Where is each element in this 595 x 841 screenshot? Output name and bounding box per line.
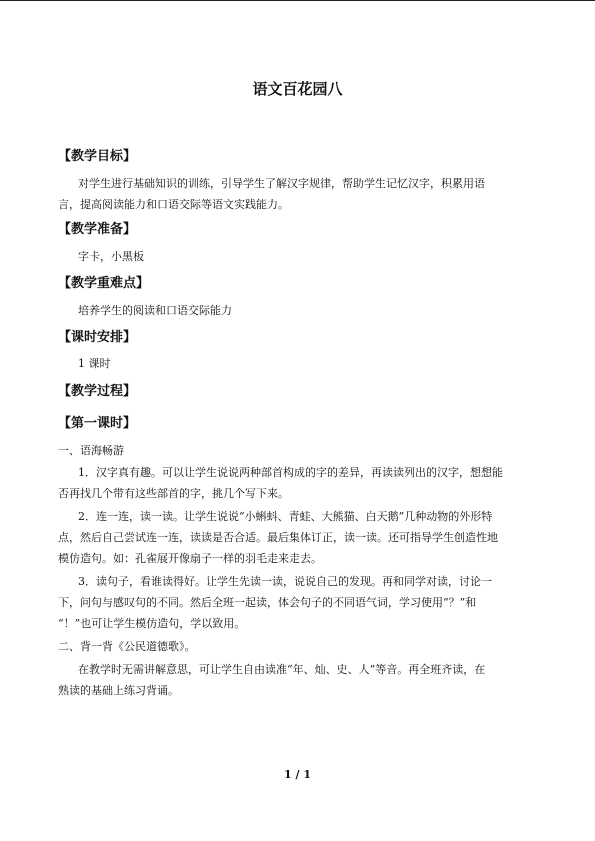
- item2-line-2: 点，然后自己尝试连一连，读读是否合适。最后集体订正，读一读。还可指导学生创造性地: [58, 531, 498, 544]
- item3-line-1: 3．读句子，看谁读得好。让学生先读一读，说说自己的发现。再和同学对读，讨论一: [78, 575, 492, 588]
- item1-line-2: 否再找几个带有这些部首的字，挑几个写下来。: [58, 487, 289, 500]
- heading-teaching-process: 【教学过程】: [58, 384, 137, 399]
- heading-key-points: 【教学重难点】: [58, 276, 150, 291]
- item2-line-3: 模仿造句。如：孔雀展开像扇子一样的羽毛走来走去。: [58, 552, 322, 565]
- item3-line-3: “！”也可让学生模仿造句，学以致用。: [58, 617, 246, 630]
- part1-title: 一、语海畅游: [58, 444, 124, 457]
- key-text: 培养学生的阅读和口语交际能力: [78, 304, 232, 317]
- part2-line-1: 在教学时无需讲解意思，可让学生自由读准“年、灿、史、人”等音。再全班齐读，在: [78, 663, 486, 676]
- goal-line-2: 言，提高阅读能力和口语交际等语文实践能力。: [58, 198, 289, 211]
- part2-line-2: 熟读的基础上练习背诵。: [58, 684, 179, 697]
- heading-schedule: 【课时安排】: [58, 330, 137, 345]
- heading-lesson-1: 【第一课时】: [58, 416, 137, 431]
- heading-teaching-prep: 【教学准备】: [58, 222, 137, 237]
- page-title: 语文百花园八: [252, 80, 343, 98]
- goal-line-1: 对学生进行基础知识的训练，引导学生了解汉字规律，帮助学生记忆汉字，积累用语: [78, 177, 485, 190]
- item2-line-1: 2．连一连，读一读。让学生说说“小蝌蚪、青蛙、大熊猫、白天鹅”几种动物的外形特: [78, 510, 493, 523]
- heading-teaching-goal: 【教学目标】: [58, 149, 137, 164]
- item1-line-1: 1．汉字真有趣。可以让学生说说两种部首构成的字的差异，再读读列出的汉字，想想能: [78, 466, 503, 479]
- item3-line-2: 下，问句与感叹句的不同。然后全班一起读，体会句子的不同语气词，学习使用“？”和: [58, 596, 477, 609]
- part2-title: 二、背一背《公民道德歌》。: [58, 640, 196, 653]
- page-number: 1 / 1: [284, 768, 311, 781]
- schedule-text: 1 课时: [78, 357, 111, 370]
- prep-text: 字卡，小黑板: [78, 250, 144, 263]
